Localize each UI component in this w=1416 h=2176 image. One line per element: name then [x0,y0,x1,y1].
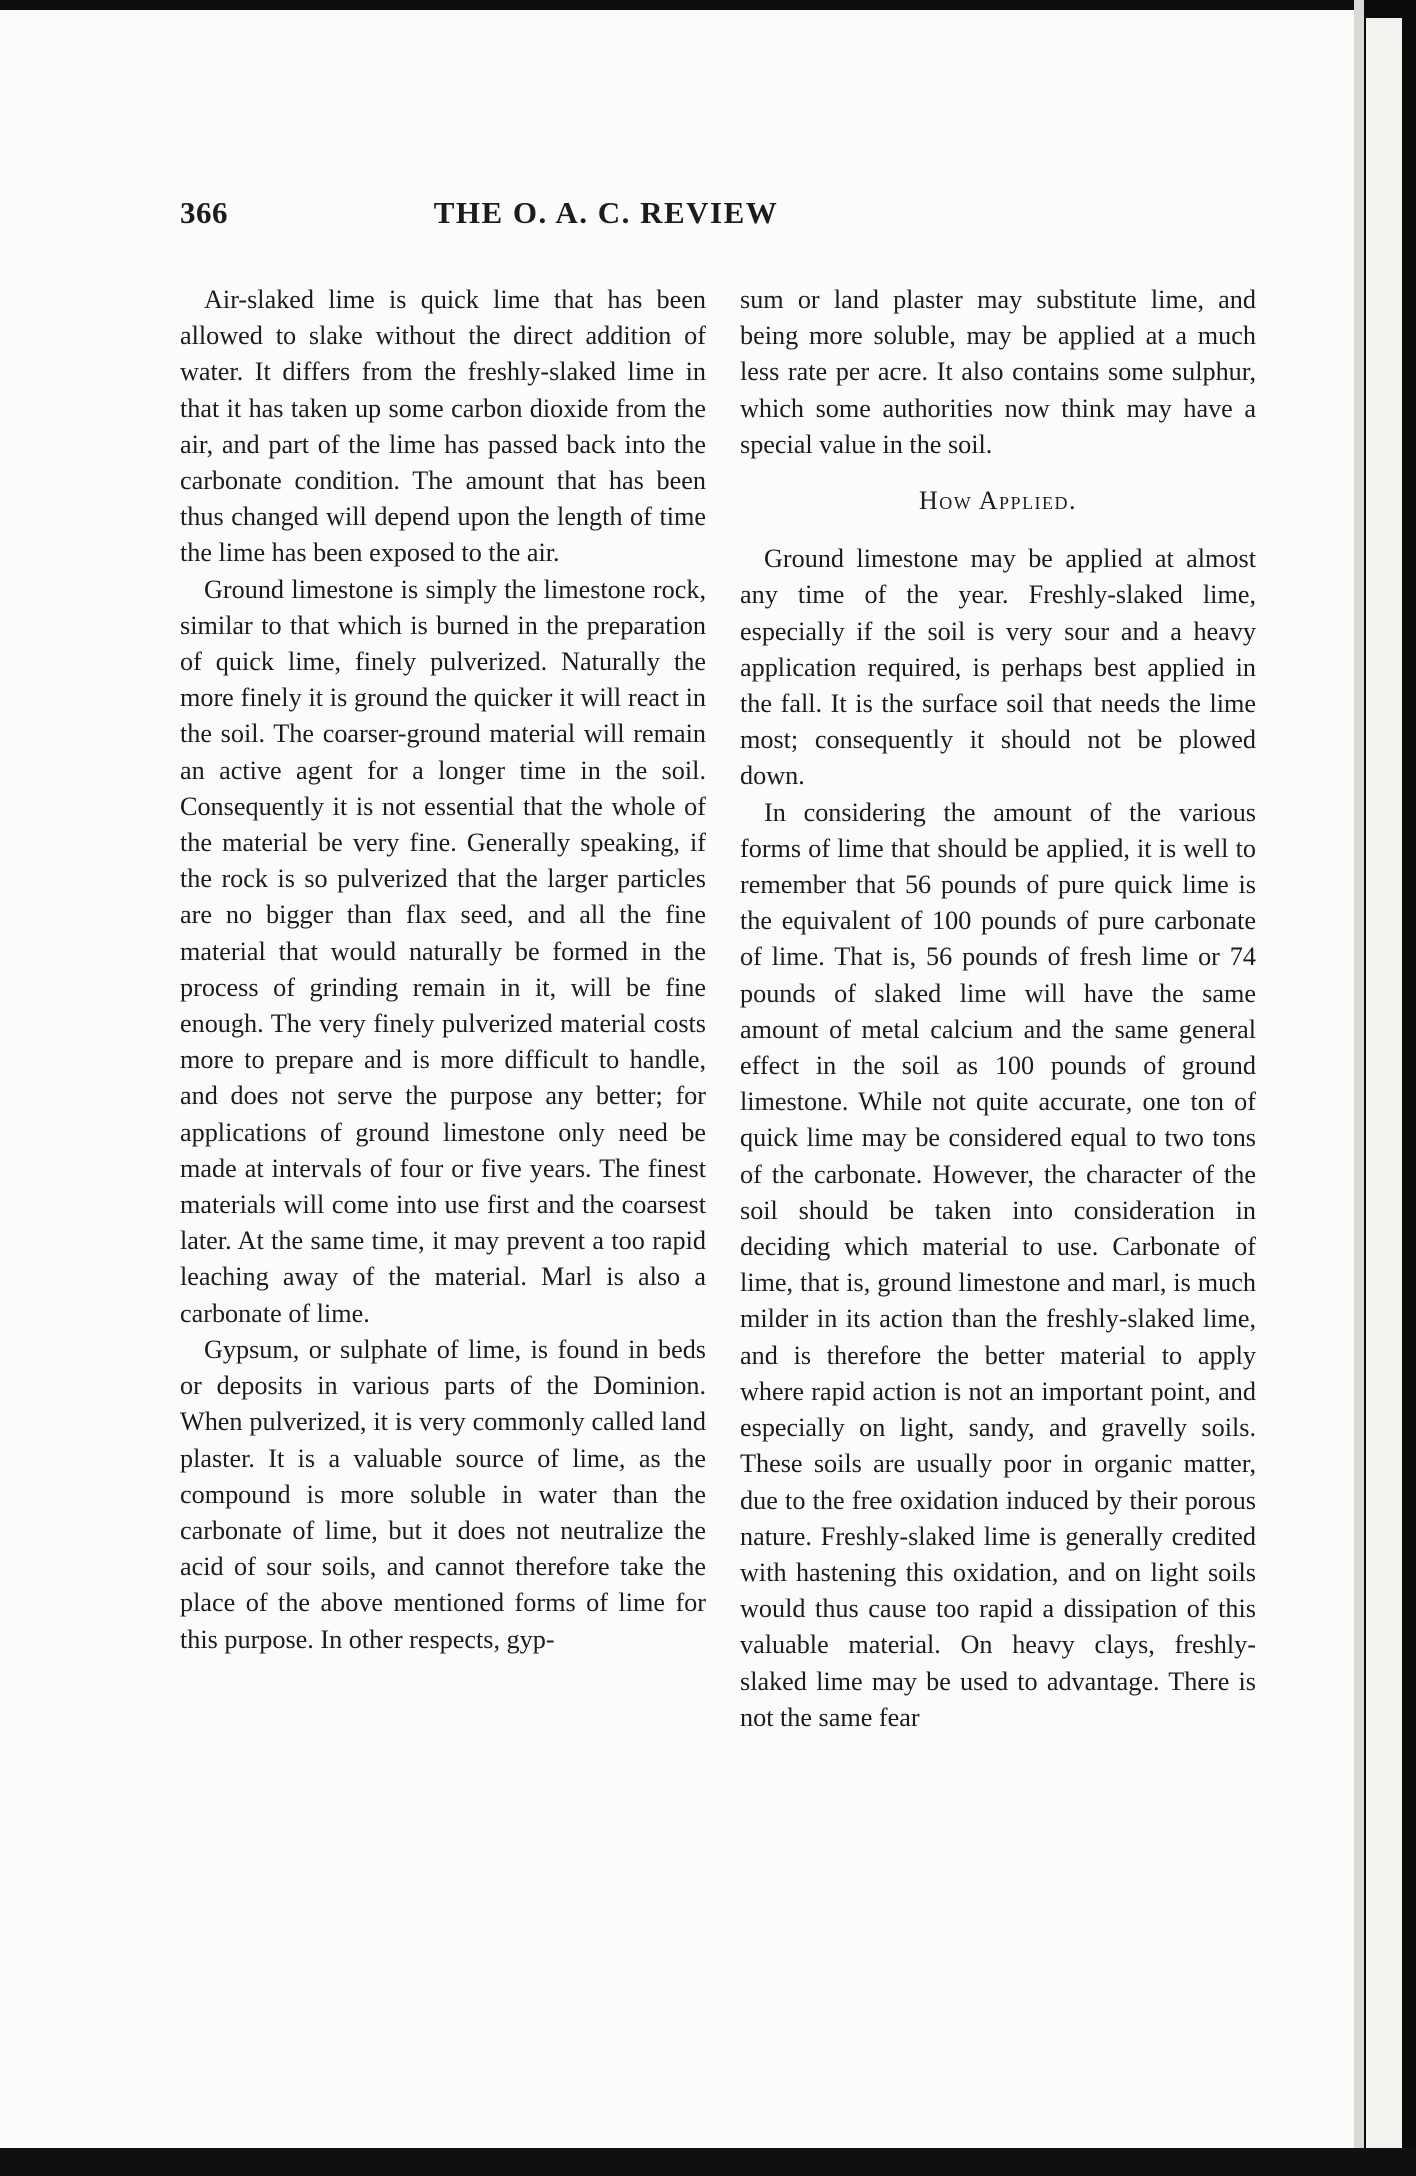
page-gutter-shadow [1354,0,1364,2176]
paragraph-lime-amounts: In considering the amount of the various forms of lime that should be applied, it is well to remember that 56 pounds of pure quick lime is the equivalent of 100 pounds of pure carbonate of lime. That is, 56 pounds of fresh lime or 74 pounds of slaked lime will have the same amount of metal calcium and the same general effect in the soil as 100 pounds of ground limestone. While not quite accurate, one ton of quick lime may be considered equal to two tons of the carbonate. However, the character of the soil should be taken into consideration in deciding which material to use. Carbonate of lime, that is, ground limestone and marl, is much milder in its action than the freshly-slaked lime, and is therefore the better material to apply where rapid action is not an important point, and especially on light, sandy, and gravelly soils. These soils are usually poor in organic matter, due to the free oxidation induced by their porous nature. Freshly-slaked lime is generally credited with hastening this oxidation, and on light soils would thus cause too rapid a dissipation of this valuable material. On heavy clays, freshly-slaked lime may be used to advantage. There is not the same fear [740,797,1256,1732]
page-number: 366 [180,195,228,230]
left-column [180,282,706,1658]
running-head: THE O. A. C. REVIEW [433,195,779,230]
paragraph-gypsum-continued: sum or land plaster may substitute lime, and being more soluble, may be applied at a much less rate per acre. It also contains some sulphur, which some authorities now think may have a special value in the soil. [740,285,1256,459]
section-subhead: How Applied. [918,486,1078,516]
scan-border-bottom [0,2148,1416,2176]
page-header [180,195,942,241]
paragraph-application-timing: Ground limestone may be applied at almost any time of the year. Freshly-slaked lime, especially if the soil is very sour and a heavy application required, is perhaps best applied in the fall. It is the surface soil that needs the lime most; consequently it should not be plowed down. [740,544,1256,791]
paragraph-ground-limestone: Ground limestone is simply the limestone rock, similar to that which is burned in the preparation of quick lime, finely pulverized. Naturally the more finely it is ground the quicker it will react in the soil. The coarser-ground material will remain an active agent for a longer time in the soil. Consequently it is not essential that the whole of the material be very fine. Generally speaking, if the rock is so pulverized that the larger particles are no bigger than flax seed, and all the fine material that would naturally be formed in the process of grinding remain in it, will be fine enough. The very finely pulverized material costs more to prepare and is more difficult to handle, and does not serve the purpose any better; for applications of ground limestone only need be made at intervals of four or five years. The finest materials will come into use first and the coarsest later. At the same time, it may prevent a too rapid leaching away of the material. Marl is also a carbonate of lime. [180,574,706,1328]
paragraph-air-slaked-lime: Air-slaked lime is quick lime that has been allowed to slake without the direct addition of water. It differs from the freshly-slaked lime in that it has taken up some carbon dioxide from the air, and part of the lime has passed back into the carbonate condition. The amount that has been thus changed will depend upon the length of time the lime has been exposed to the air. [180,285,706,568]
right-column [740,282,1256,1736]
paragraph-gypsum: Gypsum, or sulphate of lime, is found in beds or deposits in various parts of the Dominion. When pulverized, it is very commonly called land plaster. It is a valuable source of lime, as the compound is more soluble in water than the carbonate of lime, but it does not neutralize the acid of sour soils, and cannot therefore take the place of the above mentioned forms of lime for this purpose. In other respects, gyp- [180,1334,706,1654]
adjacent-page-edge [1366,18,1402,2153]
scan-border-top [0,0,1416,10]
